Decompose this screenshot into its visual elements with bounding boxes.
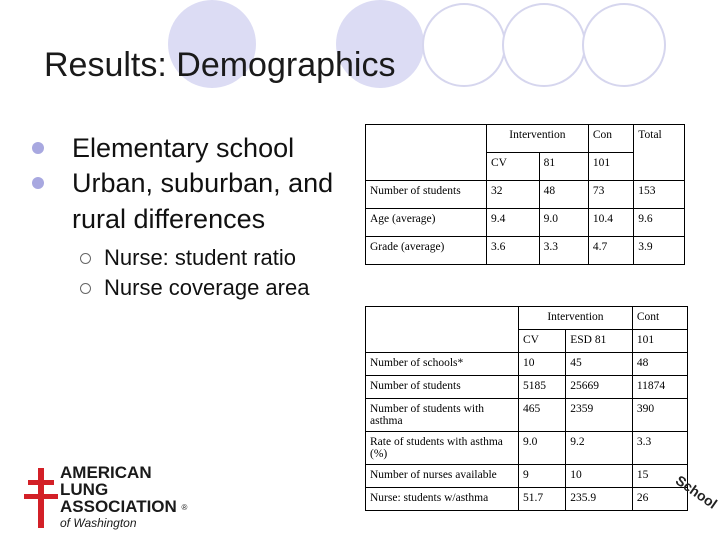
table-header-cell: Cont [632, 307, 687, 330]
table-cell: 4.7 [588, 237, 633, 265]
logo-line: LUNG [60, 480, 109, 499]
table-cell: 48 [539, 181, 588, 209]
row-label: Number of nurses available [366, 465, 519, 488]
slide-title: Results: Demographics [44, 46, 396, 84]
table-cell: 9.4 [487, 209, 540, 237]
table-cell: 11874 [632, 376, 687, 399]
table-header-cell: Intervention [519, 307, 633, 330]
row-label: Rate of students with asthma (%) [366, 432, 519, 465]
lorraine-cross-icon [24, 468, 58, 528]
logo-wordmark [60, 464, 187, 516]
table-row [366, 376, 688, 399]
table-cell: 10 [566, 465, 633, 488]
table-cell: 3.9 [634, 237, 685, 265]
table-cell: 5185 [519, 376, 566, 399]
table-cell: 25669 [566, 376, 633, 399]
bullet-icon [32, 177, 44, 189]
bullet-list [28, 130, 358, 303]
sub-bullet-text: Nurse coverage area [104, 275, 310, 300]
table-cell [366, 307, 519, 353]
table-cell: 15 [632, 465, 687, 488]
table-header-row [366, 307, 688, 330]
american-lung-association-logo [22, 462, 202, 534]
sub-bullet-icon [80, 283, 91, 294]
demographics-table-2 [365, 306, 688, 511]
table-cell: 73 [588, 181, 633, 209]
row-label: Age (average) [366, 209, 487, 237]
table-cell: 9.2 [566, 432, 633, 465]
logo-line-text: ASSOCIATION [60, 497, 177, 516]
table-row [366, 488, 688, 511]
table-cell: 101 [588, 153, 633, 181]
table-cell: 153 [634, 181, 685, 209]
row-label: Number of students with asthma [366, 399, 519, 432]
row-label: Number of schools* [366, 353, 519, 376]
table-cell: 235.9 [566, 488, 633, 511]
table-cell: 51.7 [519, 488, 566, 511]
table-cell: ESD 81 [566, 330, 633, 353]
bullet-text: Urban, suburban, and rural differences [72, 168, 334, 234]
logo-line: AMERICAN [60, 463, 152, 482]
table-cell: 26 [632, 488, 687, 511]
table-cell: 9.6 [634, 209, 685, 237]
corner-school-text: School [672, 472, 720, 512]
table-cell: CV [487, 153, 540, 181]
table-cell [366, 125, 487, 181]
table-cell: CV [519, 330, 566, 353]
table-cell: 45 [566, 353, 633, 376]
table-row [366, 432, 688, 465]
bullet-text: Elementary school [72, 133, 295, 163]
sub-bullet-item [28, 243, 358, 273]
table-row [366, 181, 685, 209]
bullet-item [28, 165, 358, 237]
sub-bullet-item [28, 273, 358, 303]
registered-mark: ® [181, 503, 188, 513]
logo-subtitle: of Washington [60, 516, 137, 530]
table-row [366, 353, 688, 376]
table-header-row [366, 125, 685, 153]
table-cell: 9.0 [539, 209, 588, 237]
table-cell: 2359 [566, 399, 633, 432]
decor-ring [582, 3, 666, 87]
table-cell: 32 [487, 181, 540, 209]
demographics-table-1 [365, 124, 685, 265]
row-label: Number of students [366, 376, 519, 399]
decor-ring [502, 3, 586, 87]
table-cell: 3.6 [487, 237, 540, 265]
table-cell: 3.3 [539, 237, 588, 265]
table-header-cell: Con [588, 125, 633, 153]
decor-ring [422, 3, 506, 87]
table-cell: 390 [632, 399, 687, 432]
table-row [366, 237, 685, 265]
logo-line [60, 498, 187, 516]
table-header-cell: Intervention [487, 125, 589, 153]
row-label: Number of students [366, 181, 487, 209]
table-row [366, 399, 688, 432]
sub-bullet-text: Nurse: student ratio [104, 245, 296, 270]
table-header-cell: Total [634, 125, 685, 181]
row-label: Grade (average) [366, 237, 487, 265]
sub-bullet-icon [80, 253, 91, 264]
row-label: Nurse: students w/asthma [366, 488, 519, 511]
bullet-icon [32, 142, 44, 154]
table-cell: 101 [632, 330, 687, 353]
table-cell: 9 [519, 465, 566, 488]
bullet-item [28, 130, 358, 166]
table-row [366, 465, 688, 488]
table-cell: 81 [539, 153, 588, 181]
table-cell: 10 [519, 353, 566, 376]
table-cell: 10.4 [588, 209, 633, 237]
table-cell: 9.0 [519, 432, 566, 465]
table-cell: 465 [519, 399, 566, 432]
table-cell: 3.3 [632, 432, 687, 465]
table-row [366, 209, 685, 237]
table-cell: 48 [632, 353, 687, 376]
